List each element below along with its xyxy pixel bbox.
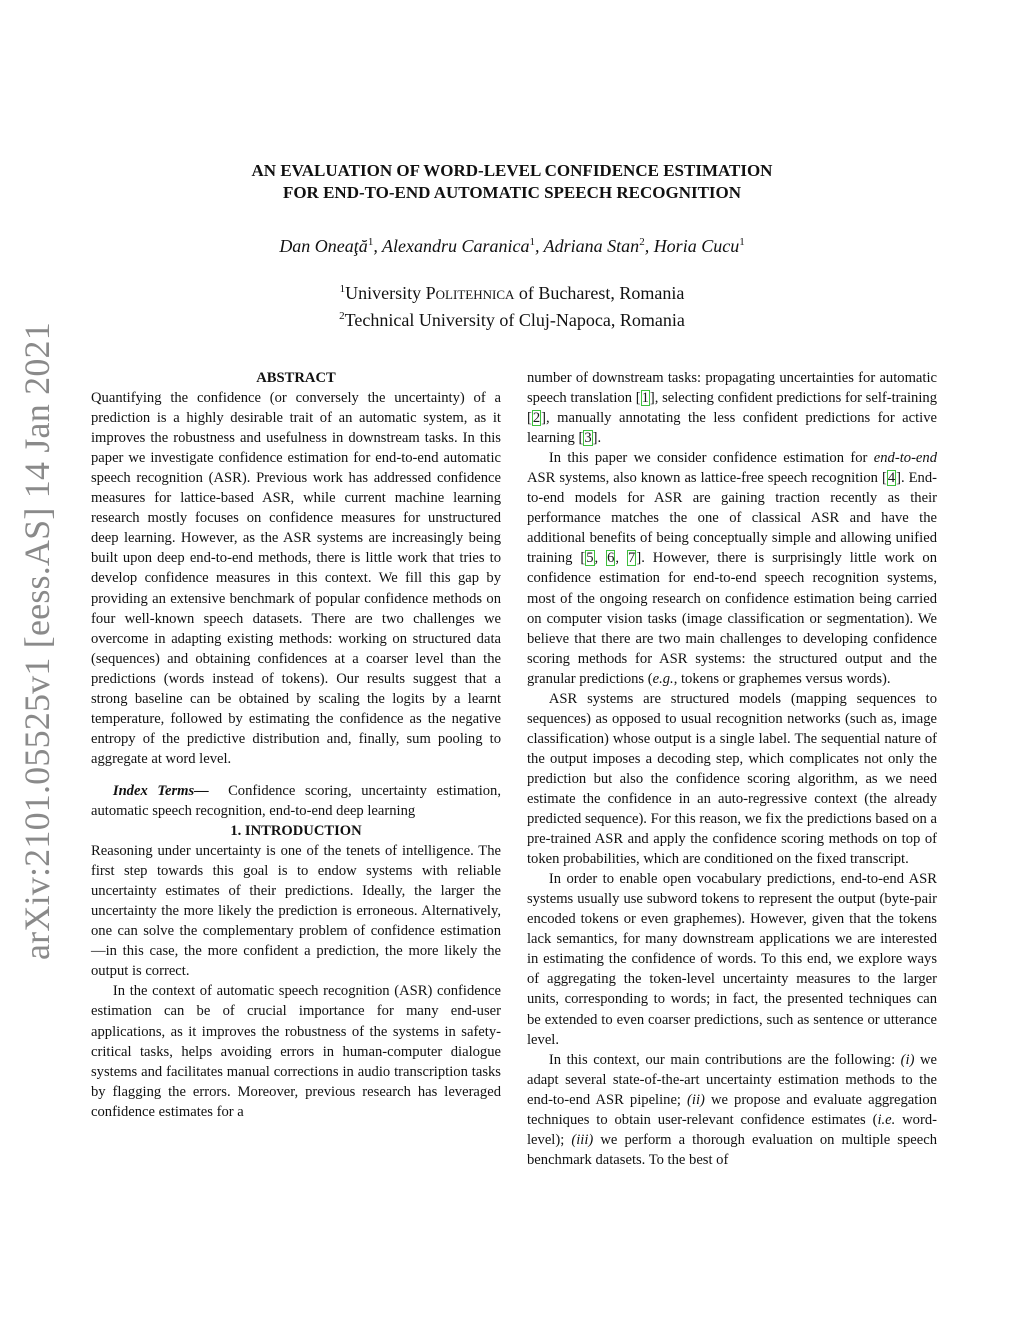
paragraph-text: In this context, our main contributions are the following:: [548, 1051, 901, 1068]
intro-paragraph-6: In order to enable open vocabulary predictions, end-to-end ASR systems usually use subword tokens to represent the output (byte-pair encoded tokens or even graphemes). However, given that the tokens lack semantics, for many downstream applications we are interested in estimating the confidence of words. To this end, we explore ways of aggregating the token-level uncertainty measures to the larger units, corresponding to words; in fact, the presented techniques can be extended to even coarser predictions, such as sentence or utterance level.: [527, 871, 937, 1048]
intro-paragraph-4: In this paper we consider confidence estimation for end-to-end ASR systems, also known as lattice-free speech recognition [4]. End-to-end models for ASR are gaining traction recently as their performance matches the one of classical ASR and have the additional benefits of being conceptually simple and allowing unified training [5, 6, 7]. However, there is surprisingly little work on confidence estimation for end-to-end speech recognition systems, most of the ongoing research on confidence estimation being carried on computer vision tasks (image classification or segmentation). We believe that there are two main challenges to developing confidence scoring methods for ASR systems: the structured output and the granular predictions (e.g., tokens or graphemes versus words).: [527, 450, 938, 687]
intro-paragraph-2: In the context of automatic speech recognition (ASR) confidence estimation can be of crucial importance for many end-user applications, as it improves the robustness of the systems in safety-critical tasks, helps avoiding errors in human-computer dialogue systems and facilitates manual corrections in audio transcription tasks by flagging the errors. Moreover, previous research has leveraged confidence estimates for a: [91, 983, 501, 1120]
citation-link[interactable]: 6: [607, 550, 615, 567]
intro-paragraph-1: Reasoning under uncertainty is one of the tenets of intelligence. The first step towards this goal is to endow systems with reliable uncertainty estimates of their predictions. Ideally, the larger the uncertainty the more likely the prediction is erroneous. Alternatively, one can solve the complementary problem of confidence estimation—in this case, the more confident a prediction, the more likely the output is correct.: [91, 843, 501, 980]
right-column: [527, 368, 937, 1170]
affiliation-text: of Bucharest, Romania: [514, 283, 685, 303]
author-affiliation-mark: 1: [739, 236, 745, 248]
abstract-heading: ABSTRACT: [256, 370, 336, 386]
author-name: Horia Cucu: [653, 236, 740, 256]
author-name: Adriana Stan: [543, 236, 640, 256]
paragraph-text: . End-to-end models for ASR are gaining traction recently as their performance matches the one of classical ASR and have the additional benefits of being conceptually simple and allowing unified training: [527, 470, 937, 567]
italic-term: (ii): [687, 1091, 705, 1108]
italic-term: e.g.: [652, 670, 674, 687]
author-separator: ,: [644, 236, 654, 256]
affiliation-1: [100, 278, 924, 305]
paragraph-text: , tokens or graphemes versus words).: [673, 670, 891, 687]
index-terms-text: Confidence scoring, uncertainty estimation, automatic speech recognition, end-to-end deep learning: [91, 782, 501, 819]
paragraph-text: we perform a thorough evaluation on multiple speech benchmark datasets. To the best of: [527, 1131, 937, 1168]
intro-paragraph-3: number of downstream tasks: propagating uncertainties for automatic speech translation [1], selecting confident predictions for self-training [2], manually annotating the less confident predictions for active learning [3].: [527, 370, 937, 447]
paragraph-text: we propose and evaluate aggregation techniques to obtain user-relevant confidence estimates (: [527, 1091, 937, 1128]
author-affiliation-mark: 1: [367, 236, 374, 248]
author-separator: ,: [534, 236, 544, 256]
italic-term: (iii): [571, 1131, 594, 1148]
author-name: Dan Oneaţă: [279, 236, 368, 256]
citation-link[interactable]: 1: [641, 390, 649, 407]
italic-term: i.e.: [877, 1111, 896, 1128]
author-affiliation-mark: 2: [639, 236, 645, 248]
author-name: Alexandru Caranica: [382, 236, 530, 256]
paragraph-text: , selecting confident predictions for self-training: [654, 390, 937, 407]
paragraph-text: we adapt several state-of-the-art uncertainty estimation methods to the end-to-end ASR pipeline;: [527, 1051, 938, 1108]
affiliation-text: Technical University of Cluj-Napoca, Romania: [344, 310, 685, 330]
affiliations: [100, 278, 924, 332]
paragraph-text: .: [597, 430, 602, 447]
affiliation-number: 1: [339, 283, 346, 295]
affiliation-text: University: [345, 283, 426, 303]
title-line-2: FOR END-TO-END AUTOMATIC SPEECH RECOGNITION: [282, 183, 742, 202]
author-affiliation-mark: 1: [529, 236, 535, 248]
affiliation-smallcaps: Politehnica: [425, 283, 515, 303]
citation-link[interactable]: 2: [532, 410, 541, 427]
paragraph-text: ASR systems, also known as lattice-free speech recognition: [527, 470, 882, 487]
italic-term: end-to-end: [873, 450, 937, 467]
intro-paragraph-7: [527, 1050, 937, 1170]
citation-link[interactable]: 5: [586, 550, 594, 567]
paragraph-text: In this paper we consider confidence estimation for: [548, 450, 874, 467]
author-separator: ,: [373, 236, 382, 256]
affiliation-number: 2: [339, 310, 345, 322]
paragraph-text: word-level);: [527, 1111, 937, 1148]
paragraph-text: . However, there is surprisingly little work on confidence estimation for end-to-end speech recognition systems, most of the ongoing research on confidence estimation being carried on computer vision tasks (image classification or segmentation). We believe that there are two main challenges to developing confidence scoring methods for ASR systems: the structured output and the granular predictions (: [527, 550, 938, 687]
left-column: [91, 368, 501, 1122]
intro-paragraph-5: ASR systems are structured models (mapping sequences to sequences) as opposed to usual recognition networks (such as, image classification) whose output is a single label. The sequential nature of the output imposes a decoding step, which complicates not only the prediction but also the confidence scoring algorithm, as we need estimate the confidence in an auto-regressive context (the already predicted sequence). For this reason, we fix the predictions based on a pre-trained ASR and apply the confidence scoring methods on top of token probabilities, which are conditioned on the fixed transcript.: [527, 690, 937, 868]
abstract-text: Quantifying the confidence (or conversely the uncertainty) of a prediction is a highly desirable trait of an automatic system, as it improves the robustness and usefulness in downstream tasks. In this paper we investigate confidence estimation for end-to-end automatic speech recognition (ASR). Previous work has addressed confidence measures for lattice-based ASR, while current machine learning research mostly focuses on confidence measures for unstructured deep learning. However, as the ASR systems are increasingly being built upon deep end-to-end methods, there is little work that tries to develop confidence measures in this context. We fill this gap by providing an extensive benchmark of popular confidence methods on four well-known speech datasets. There are two challenges we overcome in adapting existing methods: working on structured data (sequences) and obtaining confidences at a coarser level than the predictions (words instead of tokens). Our results suggest that a strong baseline can be obtained by scaling the logits by a learnt temperature, followed by estimating the confidence as the negative entropy of the predictive distribution and, finally, sum pooling to aggregate at word level.: [91, 390, 501, 767]
arxiv-stamp: arXiv:2101.05525v1 [eess.AS] 14 Jan 2021: [17, 322, 57, 960]
citation-link[interactable]: 3: [584, 430, 592, 447]
paper-title: [100, 160, 924, 204]
author-list: [100, 230, 924, 258]
intro-heading: 1. INTRODUCTION: [230, 823, 362, 840]
paragraph-text: number of downstream tasks: propagating uncertainties for automatic speech translation: [527, 370, 937, 407]
citation-link[interactable]: 4: [887, 470, 896, 487]
citation-link[interactable]: 7: [628, 550, 636, 567]
affiliation-2: [100, 305, 924, 332]
index-terms: [91, 781, 501, 821]
paragraph-text: , manually annotating the less confident predictions for active learning: [527, 410, 937, 447]
index-terms-label: Index Terms—: [112, 782, 209, 799]
title-line-1: AN EVALUATION OF WORD-LEVEL CONFIDENCE ESTIMATION: [251, 161, 773, 180]
italic-term: (i): [900, 1051, 915, 1068]
